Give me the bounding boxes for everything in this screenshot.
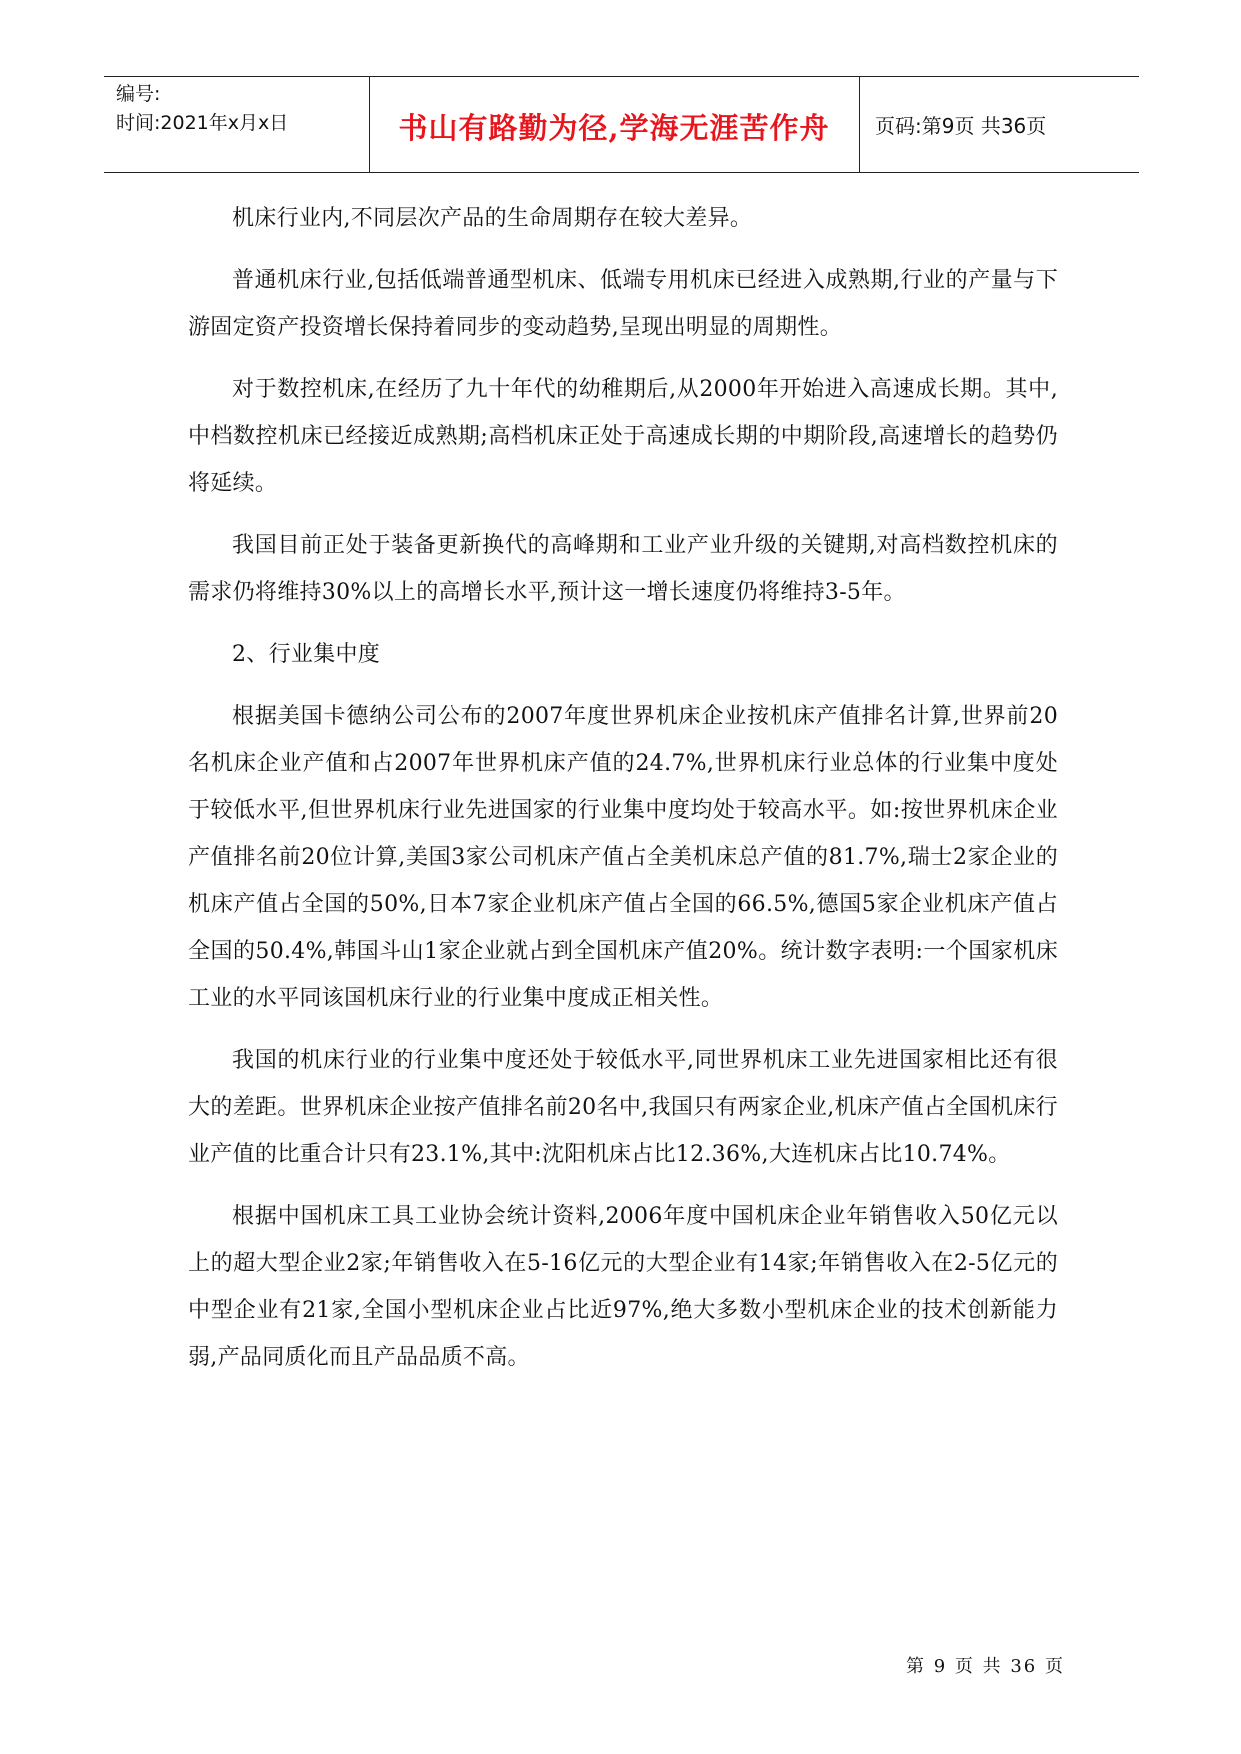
document-time-label: 时间:2021年x月x日: [116, 112, 289, 134]
paragraph: 普通机床行业,包括低端普通型机床、低端专用机床已经进入成熟期,行业的产量与下游固定资产投资增长保持着同步的变动趋势,呈现出明显的周期性。: [188, 268, 1058, 340]
paragraph: 对于数控机床,在经历了九十年代的幼稚期后,从2000年开始进入高速成长期。其中,中档数控机床已经接近成熟期;高档机床正处于高速成长期的中期阶段,高速增长的趋势仍将延续。: [188, 377, 1058, 496]
motto-text: 书山有路勤为径,学海无涯苦作舟: [398, 111, 830, 145]
document-body: [188, 195, 1058, 1396]
paragraph: 我国的机床行业的行业集中度还处于较低水平,同世界机床工业先进国家相比还有很大的差距。世界机床企业按产值排名前20名中,我国只有两家企业,机床产值占全国机床行业产值的比重合计只有23.1%,其中:沈阳机床占比12.36%,大连机床占比10.74%。: [188, 1048, 1058, 1167]
page-footer: 第 9 页 共 36 页: [906, 1656, 1065, 1677]
page-info-text: 页码:第9页 共36页: [875, 114, 1047, 138]
paragraph: 机床行业内,不同层次产品的生命周期存在较大差异。: [232, 206, 753, 231]
paragraph: 根据中国机床工具工业协会统计资料,2006年度中国机床企业年销售收入50亿元以上的超大型企业2家;年销售收入在5-16亿元的大型企业有14家;年销售收入在2-5亿元的中型企业有21家,全国小型机床企业占比近97%,绝大多数小型机床企业的技术创新能力弱,产品同质化而且产品品质不高。: [188, 1204, 1058, 1370]
page-header: [104, 76, 1139, 173]
section-heading: 2、行业集中度: [232, 642, 381, 667]
paragraph: 根据美国卡德纳公司公布的2007年度世界机床企业按机床产值排名计算,世界前20名机床企业产值和占2007年世界机床产值的24.7%,世界机床行业总体的行业集中度处于较低水平,但世界机床行业先进国家的行业集中度均处于较高水平。如:按世界机床企业产值排名前20位计算,美国3家公司机床产值占全美机床总产值的81.7%,瑞士2家企业的机床产值占全国的50%,日本7家企业机床产值占全国的66.5%,德国5家企业机床产值占全国的50.4%,韩国斗山1家企业就占到全国机床产值20%。统计数字表明:一个国家机床工业的水平同该国机床行业的行业集中度成正相关性。: [188, 704, 1058, 1011]
paragraph: 我国目前正处于装备更新换代的高峰期和工业产业升级的关键期,对高档数控机床的需求仍将维持30%以上的高增长水平,预计这一增长速度仍将维持3-5年。: [188, 533, 1058, 605]
header-page-info: [859, 77, 1139, 172]
header-motto: [369, 77, 860, 172]
document-number-label: 编号:: [116, 83, 161, 105]
header-meta: [104, 77, 370, 172]
